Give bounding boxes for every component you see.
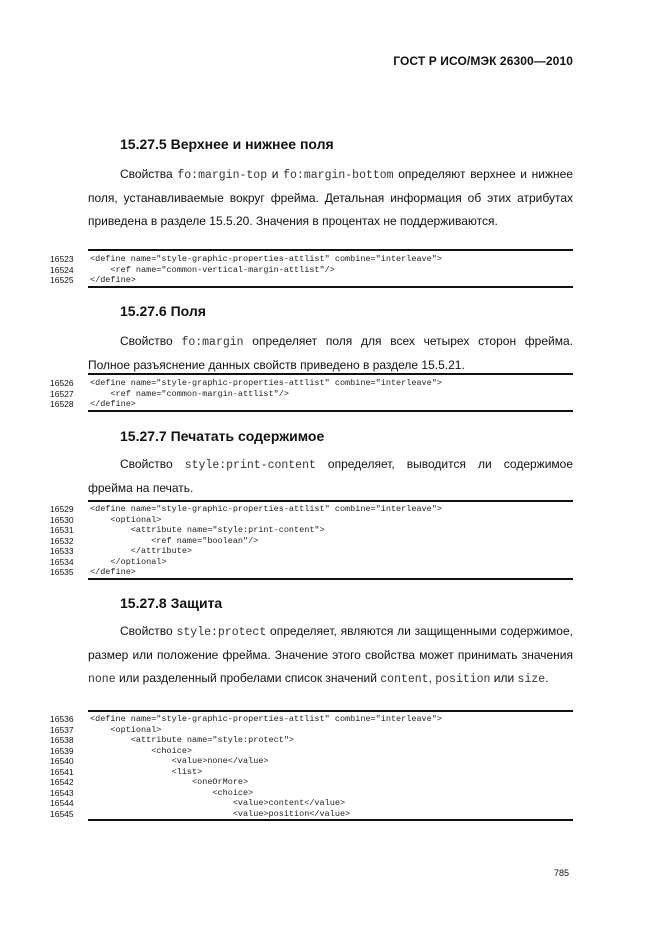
line-number: 16533 [50,546,74,556]
line-number: 16544 [50,798,74,808]
code-line [50,746,573,757]
code-text: <define name="style-graphic-properties-attlist" combine="interleave"> [90,254,442,264]
code-text: <optional> [90,514,162,525]
code-term: fo:margin [181,336,244,349]
section-paragraph-15-27-6: Свойство fo:margin определяет поля для всех четырех сторон фрейма. Полное разъяснение данных свойств приведено в разделе 15.5.21. [88,334,573,372]
code-term: content [380,673,429,686]
code-text: <choice> [90,787,254,798]
code-line [50,567,573,578]
line-number: 16523 [50,254,74,264]
code-text: <ref name="common-margin-attlist"/> [90,388,289,399]
code-text: <optional> [90,724,162,735]
code-listing-3 [50,500,573,580]
code-listing-2 [50,373,573,412]
line-number: 16545 [50,808,74,819]
code-rule-bottom [88,286,573,288]
code-line [50,714,573,725]
code-line [50,536,573,547]
code-term: position [435,673,491,686]
code-line [50,725,573,736]
code-line [50,504,573,515]
line-number: 16534 [50,556,74,567]
code-text: </define> [90,275,136,285]
line-number: 16528 [50,399,74,409]
code-text: </attribute> [90,546,193,556]
code-line [50,389,573,400]
code-line [50,399,573,410]
code-line [50,767,573,778]
section-paragraph-15-27-7: Свойство style:print-content определяет, выводится ли содержимое фрейма на печать. [88,457,573,495]
code-term: style:print-content [184,459,316,472]
code-text: <attribute name="style:print-content"> [90,525,325,535]
section-heading-15-27-7: 15.27.7 Печатать содержимое [120,428,325,444]
section-heading-15-27-8: 15.27.8 Защита [120,595,223,611]
code-text: <define name="style-graphic-properties-attlist" combine="interleave"> [90,504,442,514]
code-text: </define> [90,399,136,409]
page-header: ГОСТ Р ИСО/МЭК 26300—2010 [393,54,573,68]
code-text: <ref name="common-vertical-margin-attlist"/> [90,264,335,275]
code-text: <oneOrMore> [90,777,249,787]
code-listing-1 [50,249,573,288]
code-term: none [88,673,116,686]
code-line [50,557,573,568]
code-text: <value>none</value> [90,756,269,766]
line-number: 16539 [50,745,74,756]
line-number: 16530 [50,514,74,525]
line-number: 16531 [50,525,74,535]
code-line [50,275,573,286]
code-text: <attribute name="style:protect"> [90,735,295,745]
code-line [50,378,573,389]
section-paragraph-15-27-8: Свойство style:protect определяет, являются ли защищенными содержимое, размер или положение фрейма. Значение этого свойства может принимать значения none или разделенный пробелами список значений content, position или size. [88,624,573,686]
section-heading-15-27-5: 15.27.5 Верхнее и нижнее поля [120,136,334,152]
code-line [50,809,573,820]
code-rule-bottom [88,578,573,580]
section-heading-15-27-6: 15.27.6 Поля [120,303,206,319]
line-number: 16540 [50,756,74,766]
line-number: 16529 [50,504,74,514]
code-line [50,525,573,536]
section-paragraph-15-27-5: Свойства fo:margin-top и fo:margin-bottom определяют верхнее и нижнее поля, устанавливаемые вокруг фрейма. Детальная информация об этих атрибутах приведена в разделе 15.5.20. Значения в процентах не поддерживаются. [88,167,573,228]
line-number: 16542 [50,777,74,787]
code-text: <define name="style-graphic-properties-attlist" combine="interleave"> [90,378,442,388]
code-text: <define name="style-graphic-properties-attlist" combine="interleave"> [90,714,442,724]
code-line [50,756,573,767]
line-number: 16536 [50,714,74,724]
line-number: 16527 [50,388,74,399]
line-number: 16543 [50,787,74,798]
line-number: 16541 [50,766,74,777]
code-line [50,265,573,276]
line-number: 16537 [50,724,74,735]
line-number: 16526 [50,378,74,388]
code-rule-bottom [88,410,573,412]
code-text: <list> [90,766,203,777]
code-term: size [517,673,546,686]
code-line [50,788,573,799]
code-rule-bottom [88,819,573,821]
code-line [50,777,573,788]
code-text: <value>content</value> [90,798,346,808]
code-text: <ref name="boolean"/> [90,535,259,546]
line-number: 16538 [50,735,74,745]
code-term: fo:margin-top [177,169,268,182]
code-line [50,515,573,526]
line-number: 16532 [50,535,74,546]
code-term: fo:margin-bottom [283,169,394,182]
code-line [50,254,573,265]
code-line [50,546,573,557]
code-line [50,798,573,809]
code-line [50,735,573,746]
code-listing-4 [50,710,573,821]
code-term: style:protect [176,626,267,639]
line-number: 16524 [50,264,74,275]
code-text: <value>position</value> [90,808,351,819]
line-number: 16535 [50,567,74,577]
code-text: <choice> [90,745,193,756]
code-text: </define> [90,567,136,577]
code-text: </optional> [90,556,167,567]
page-number: 785 [553,868,569,878]
line-number: 16525 [50,275,74,285]
